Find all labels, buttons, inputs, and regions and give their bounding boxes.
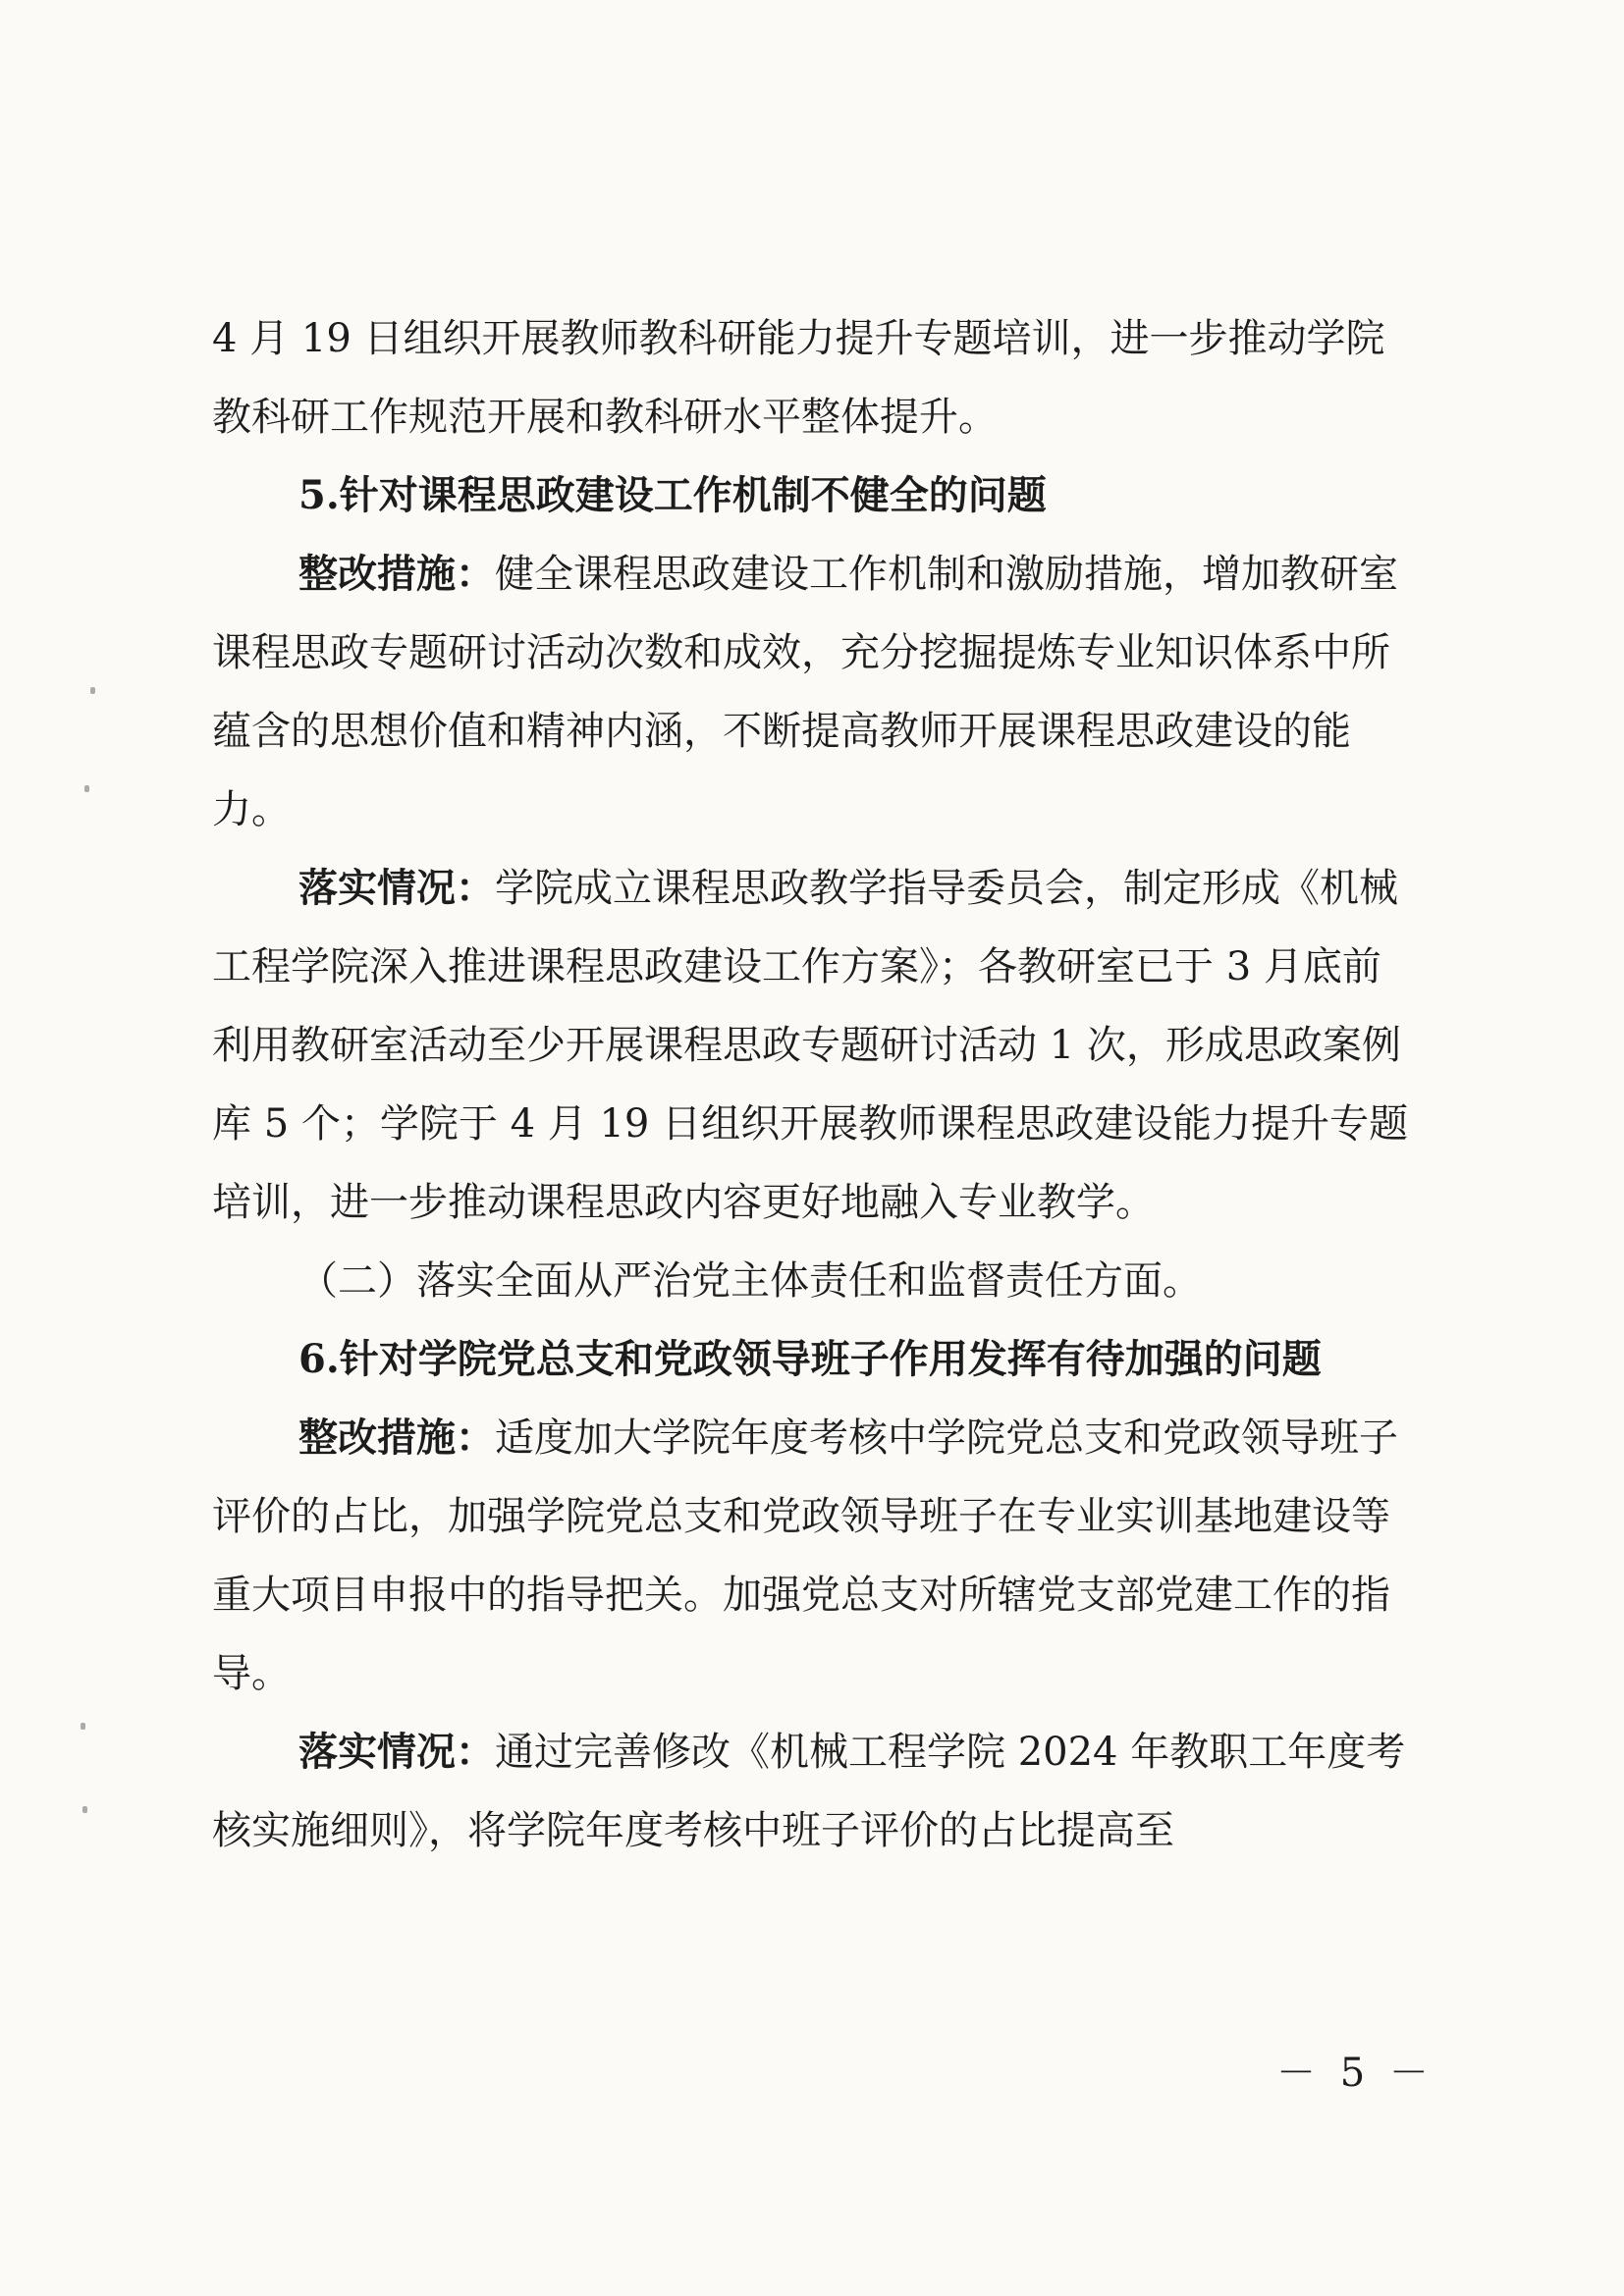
scan-speck xyxy=(84,785,89,792)
implementation-label: 落实情况： xyxy=(298,865,495,911)
page-number: － 5 － xyxy=(1276,2051,1435,2096)
paragraph-rectification-measures-2 xyxy=(212,1399,1420,1713)
paragraph-continuation: 4 月 19 日组织开展教师教科研能力提升专题培训，进一步推动学院教科研工作规范开展和教科研水平整体提升。 xyxy=(212,316,1385,440)
heading-item-6: 6.针对学院党总支和党政领导班子作用发挥有待加强的问题 xyxy=(298,1336,1322,1382)
scan-speck xyxy=(81,1723,85,1730)
implementation-label-2: 落实情况： xyxy=(298,1729,495,1775)
paragraph-rectification-measures xyxy=(212,535,1420,849)
paragraph-implementation-status xyxy=(212,849,1420,1242)
heading-item-5: 5.针对课程思政建设工作机制不健全的问题 xyxy=(298,472,1047,518)
scan-speck xyxy=(82,1806,87,1813)
rectification-text-2: 适度加大学院年度考核中学院党总支和党政领导班子评价的占比，加强学院党总支和党政领导班子在专业实训基地建设等重大项目申报中的指导把关。加强党总支对所辖党支部党建工作的指导。 xyxy=(212,1415,1398,1696)
scan-speck xyxy=(90,687,95,694)
paragraph-implementation-status-2 xyxy=(212,1713,1420,1870)
rectification-text: 健全课程思政建设工作机制和激励措施，增加教研室课程思政专题研讨活动次数和成效，充分挖掘提炼专业知识体系中所蕴含的思想价值和精神内涵，不断提高教师开展课程思政建设的能力。 xyxy=(212,552,1398,832)
document-body xyxy=(212,299,1420,1870)
implementation-text: 学院成立课程思政教学指导委员会，制定形成《机械工程学院深入推进课程思政建设工作方案》；各教研室已于 3 月底前利用教研室活动至少开展课程思政专题研讨活动 1 次，形成思政案例库 5 个；学院于 4 月 19 日组织开展教师课程思政建设能力提升专题培训，进一步推动课程思政内容更好地融入专业教学。 xyxy=(212,866,1409,1225)
implementation-text-2: 通过完善修改《机械工程学院 2024 年教职工年度考核实施细则》，将学院年度考核中班子评价的占比提高至 xyxy=(212,1730,1406,1853)
rectification-label: 整改措施： xyxy=(298,551,495,597)
section-heading-2: （二）落实全面从严治党主体责任和监督责任方面。 xyxy=(298,1258,1202,1304)
rectification-label-2: 整改措施： xyxy=(298,1415,495,1461)
